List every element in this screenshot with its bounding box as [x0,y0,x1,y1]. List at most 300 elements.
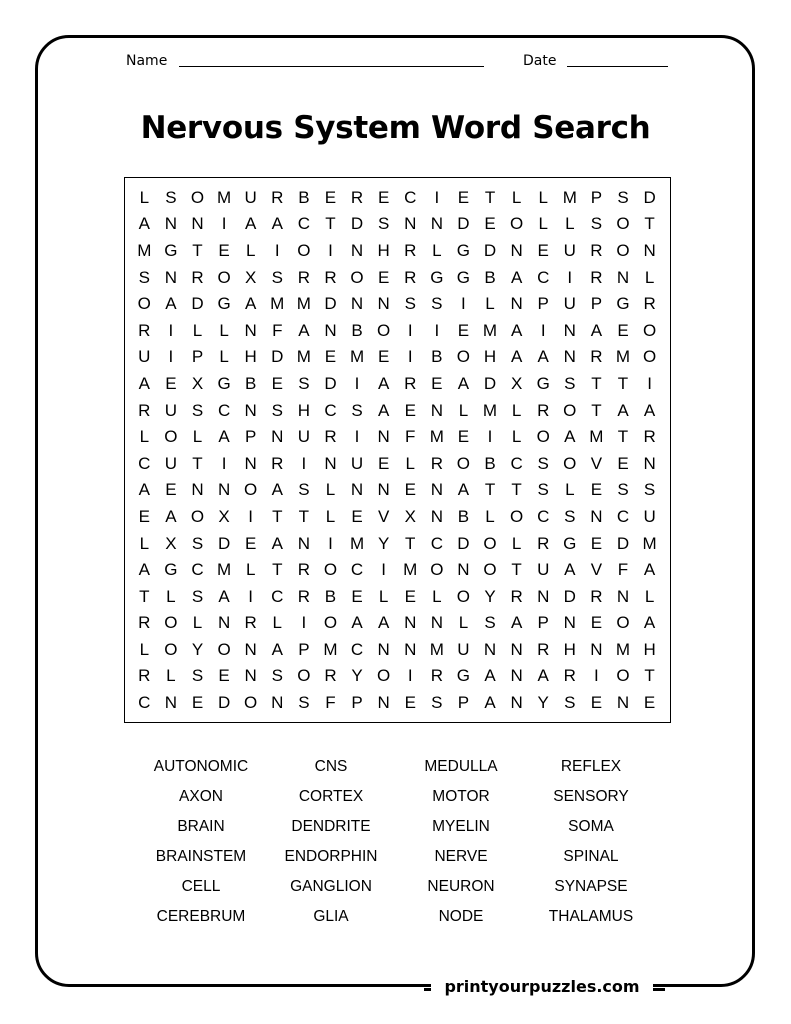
grid-letter[interactable]: T [617,373,629,393]
grid-letter[interactable]: V [377,506,390,526]
grid-letter[interactable]: I [221,453,227,473]
grid-letter[interactable]: O [244,480,258,500]
grid-letter[interactable]: O [563,400,577,420]
grid-letter[interactable]: N [510,693,523,713]
grid-letter[interactable]: A [377,400,390,420]
grid-letter[interactable]: O [297,666,311,686]
grid-letter[interactable]: R [430,453,443,473]
grid-letter[interactable]: L [325,506,336,526]
grid-letter[interactable]: B [298,187,310,207]
grid-letter[interactable]: N [324,320,337,340]
grid-letter[interactable]: N [590,639,603,659]
grid-letter[interactable]: G [456,666,471,686]
grid-letter[interactable]: U [164,453,178,473]
grid-letter[interactable]: M [482,320,498,340]
grid-letter[interactable]: G [217,373,231,393]
grid-letter[interactable]: G [456,240,471,260]
grid-letter[interactable]: R [590,347,603,367]
grid-letter[interactable]: G [616,294,630,314]
grid-letter[interactable]: C [217,400,231,420]
grid-letter[interactable]: L [139,533,150,553]
grid-letter[interactable]: G [536,373,550,393]
grid-letter[interactable]: H [244,347,257,367]
grid-letter[interactable]: A [537,347,549,367]
grid-letter[interactable]: O [297,240,311,260]
grid-letter[interactable]: T [644,666,655,686]
grid-letter[interactable]: M [216,560,232,580]
grid-letter[interactable]: N [244,320,257,340]
grid-letter[interactable]: O [456,347,471,367]
grid-letter[interactable]: R [590,240,603,260]
grid-letter[interactable]: A [510,267,523,287]
grid-letter[interactable]: L [245,560,256,580]
grid-letter[interactable]: N [404,613,417,633]
grid-letter[interactable]: I [328,240,333,260]
grid-letter[interactable]: A [643,400,656,420]
grid-letter[interactable]: F [617,560,629,580]
grid-letter[interactable]: R [404,267,417,287]
grid-letter[interactable]: S [537,453,549,473]
grid-letter[interactable]: O [616,240,630,260]
grid-letter[interactable]: D [643,187,656,207]
grid-letter[interactable]: T [511,560,522,580]
grid-letter[interactable]: O [350,267,364,287]
grid-letter[interactable]: S [564,693,576,713]
grid-letter[interactable]: A [271,214,283,234]
grid-letter[interactable]: A [245,214,257,234]
grid-letter[interactable]: E [457,427,470,447]
grid-letter[interactable]: L [644,586,655,606]
name-field[interactable] [179,66,484,67]
grid-letter[interactable]: N [377,427,390,447]
grid-letter[interactable]: A [218,427,230,447]
grid-letter[interactable]: C [350,639,364,659]
grid-letter[interactable]: E [590,533,603,553]
grid-letter[interactable]: E [643,693,656,713]
grid-letter[interactable]: A [617,400,629,420]
grid-letter[interactable]: M [270,294,285,314]
grid-letter[interactable]: N [430,400,443,420]
grid-letter[interactable]: U [563,294,576,314]
grid-letter[interactable]: L [644,267,655,287]
grid-letter[interactable]: I [301,613,307,633]
grid-letter[interactable]: T [325,214,336,234]
grid-letter[interactable]: S [165,187,177,207]
grid-letter[interactable]: S [271,400,283,420]
grid-letter[interactable]: N [244,639,257,659]
grid-letter[interactable]: L [325,480,336,500]
grid-letter[interactable]: D [324,294,337,314]
grid-letter[interactable]: M [323,639,338,659]
grid-letter[interactable]: N [510,666,523,686]
grid-letter[interactable]: C [537,506,550,526]
grid-letter[interactable]: I [168,347,174,367]
grid-letter[interactable]: E [138,506,150,526]
grid-letter[interactable]: T [139,586,150,606]
grid-letter[interactable]: R [138,400,151,420]
grid-letter[interactable]: O [377,320,391,340]
grid-letter[interactable]: H [297,400,310,420]
grid-letter[interactable]: T [272,506,283,526]
grid-letter[interactable]: L [405,453,415,473]
grid-letter[interactable]: I [487,427,493,447]
grid-letter[interactable]: I [594,666,599,686]
grid-letter[interactable]: A [165,294,177,314]
grid-letter[interactable]: O [616,666,630,686]
grid-letter[interactable]: N [244,400,257,420]
grid-letter[interactable]: E [457,320,470,340]
grid-letter[interactable]: L [432,586,442,606]
grid-letter[interactable]: S [590,214,603,234]
grid-letter[interactable]: C [537,267,550,287]
grid-letter[interactable]: I [248,506,254,526]
grid-letter[interactable]: S [431,693,443,713]
grid-letter[interactable]: I [168,320,174,340]
grid-letter[interactable]: I [221,214,227,234]
grid-letter[interactable]: R [244,613,257,633]
grid-letter[interactable]: R [643,294,656,314]
grid-letter[interactable]: A [298,320,310,340]
grid-letter[interactable]: M [137,240,152,260]
grid-letter[interactable]: C [616,506,630,526]
grid-letter[interactable]: N [350,294,364,314]
grid-letter[interactable]: U [563,240,576,260]
grid-letter[interactable]: A [510,613,523,633]
grid-letter[interactable]: A [271,533,283,553]
grid-letter[interactable]: R [590,267,603,287]
grid-letter[interactable]: M [562,187,577,207]
grid-letter[interactable]: N [404,214,417,234]
grid-letter[interactable]: M [349,347,365,367]
grid-letter[interactable]: R [430,666,443,686]
grid-letter[interactable]: A [351,613,363,633]
grid-letter[interactable]: R [404,240,417,260]
grid-letter[interactable]: L [139,639,150,659]
grid-letter[interactable]: U [138,347,151,367]
grid-letter[interactable]: C [297,214,310,234]
grid-letter[interactable]: E [377,267,390,287]
grid-letter[interactable]: B [484,453,496,473]
grid-letter[interactable]: T [484,187,496,207]
grid-letter[interactable]: S [617,187,629,207]
grid-letter[interactable]: L [432,240,442,260]
grid-letter[interactable]: S [537,480,549,500]
grid-letter[interactable]: A [457,373,470,393]
grid-letter[interactable]: R [271,187,284,207]
grid-letter[interactable]: P [590,187,603,207]
grid-letter[interactable]: O [217,267,231,287]
grid-letter[interactable]: M [296,347,311,367]
grid-letter[interactable]: N [377,639,390,659]
grid-letter[interactable]: G [430,267,444,287]
grid-letter[interactable]: V [590,453,603,473]
grid-letter[interactable]: N [244,453,257,473]
grid-letter[interactable]: R [297,267,310,287]
grid-letter[interactable]: E [218,240,230,260]
grid-letter[interactable]: X [404,506,416,526]
grid-letter[interactable]: N [164,693,178,713]
grid-letter[interactable]: N [563,347,576,367]
grid-letter[interactable]: Y [351,666,363,686]
grid-letter[interactable]: P [537,294,549,314]
grid-letter[interactable]: O [616,214,630,234]
grid-letter[interactable]: L [458,613,469,633]
grid-letter[interactable]: A [138,214,150,234]
grid-letter[interactable]: B [351,320,363,340]
grid-letter[interactable]: O [244,693,258,713]
grid-letter[interactable]: S [298,480,310,500]
grid-letter[interactable]: A [218,586,230,606]
grid-letter[interactable]: U [297,427,310,447]
grid-letter[interactable]: N [643,240,656,260]
grid-letter[interactable]: A [643,560,656,580]
grid-letter[interactable]: E [590,480,603,500]
grid-letter[interactable]: U [643,506,656,526]
grid-letter[interactable]: O [164,427,178,447]
grid-letter[interactable]: S [377,214,390,234]
grid-letter[interactable]: B [245,373,257,393]
grid-letter[interactable]: D [324,373,337,393]
grid-letter[interactable]: T [511,480,522,500]
grid-letter[interactable]: F [405,427,416,447]
grid-letter[interactable]: I [647,373,652,393]
grid-letter[interactable]: O [456,586,471,606]
grid-letter[interactable]: F [325,693,336,713]
grid-letter[interactable]: H [643,639,656,659]
grid-letter[interactable]: A [271,480,283,500]
grid-letter[interactable]: T [617,427,629,447]
grid-letter[interactable]: N [430,506,443,526]
grid-letter[interactable]: C [430,533,443,553]
grid-letter[interactable]: P [537,613,549,633]
grid-letter[interactable]: E [191,693,204,713]
grid-letter[interactable]: L [511,427,522,447]
grid-letter[interactable]: D [483,240,497,260]
grid-letter[interactable]: M [642,533,657,553]
grid-letter[interactable]: T [192,240,203,260]
grid-letter[interactable]: O [642,320,657,340]
grid-letter[interactable]: X [245,267,257,287]
grid-letter[interactable]: E [377,347,390,367]
grid-letter[interactable]: N [510,639,523,659]
grid-letter[interactable]: N [616,693,630,713]
grid-letter[interactable]: R [590,586,603,606]
grid-letter[interactable]: A [590,320,603,340]
grid-letter[interactable]: E [404,480,416,500]
grid-letter[interactable]: T [591,400,602,420]
grid-letter[interactable]: E [218,666,230,686]
grid-letter[interactable]: A [377,613,390,633]
grid-letter[interactable]: O [217,639,231,659]
grid-letter[interactable]: S [298,373,310,393]
grid-letter[interactable]: R [324,666,337,686]
grid-letter[interactable]: Y [377,533,390,553]
grid-letter[interactable]: E [590,613,603,633]
grid-letter[interactable]: N [377,480,390,500]
grid-letter[interactable]: X [510,373,523,393]
grid-letter[interactable]: R [537,533,550,553]
grid-letter[interactable]: N [244,666,257,686]
grid-letter[interactable]: L [538,187,548,207]
grid-letter[interactable]: G [456,267,471,287]
grid-letter[interactable]: L [166,586,176,606]
grid-letter[interactable]: T [192,453,203,473]
grid-letter[interactable]: H [483,347,497,367]
grid-letter[interactable]: N [217,480,231,500]
grid-letter[interactable]: I [354,427,360,447]
grid-letter[interactable]: I [407,347,413,367]
grid-letter[interactable]: O [509,214,524,234]
grid-letter[interactable]: D [350,214,364,234]
grid-letter[interactable]: N [510,240,523,260]
grid-letter[interactable]: Y [484,586,496,606]
grid-letter[interactable]: B [457,506,470,526]
grid-letter[interactable]: N [404,639,417,659]
grid-letter[interactable]: E [324,347,337,367]
grid-letter[interactable]: I [301,453,307,473]
grid-letter[interactable]: N [457,560,470,580]
grid-letter[interactable]: E [245,533,257,553]
grid-letter[interactable]: R [324,267,337,287]
grid-letter[interactable]: O [323,613,338,633]
grid-letter[interactable]: N [563,320,576,340]
grid-letter[interactable]: P [351,693,363,713]
grid-letter[interactable]: N [643,453,656,473]
grid-letter[interactable]: S [484,613,496,633]
grid-letter[interactable]: R [350,187,364,207]
grid-letter[interactable]: P [298,639,310,659]
grid-letter[interactable]: L [485,506,495,526]
grid-letter[interactable]: O [616,613,630,633]
date-field[interactable] [567,66,668,67]
grid-letter[interactable]: P [191,347,204,367]
grid-letter[interactable]: G [164,240,178,260]
grid-letter[interactable]: N [510,294,523,314]
grid-letter[interactable]: M [429,427,444,447]
grid-letter[interactable]: R [324,427,337,447]
grid-letter[interactable]: E [590,693,603,713]
grid-letter[interactable]: A [510,347,523,367]
grid-letter[interactable]: B [484,267,496,287]
grid-letter[interactable]: N [590,506,603,526]
grid-letter[interactable]: Y [191,639,204,659]
grid-letter[interactable]: L [219,347,229,367]
grid-letter[interactable]: S [564,506,576,526]
grid-letter[interactable]: M [216,187,232,207]
grid-letter[interactable]: S [643,480,656,500]
grid-letter[interactable]: S [271,267,283,287]
grid-letter[interactable]: N [377,294,390,314]
grid-letter[interactable]: N [537,586,550,606]
grid-letter[interactable]: U [164,400,178,420]
grid-letter[interactable]: F [272,320,283,340]
grid-letter[interactable]: T [644,214,655,234]
grid-letter[interactable]: R [191,267,204,287]
grid-letter[interactable]: G [217,294,231,314]
grid-letter[interactable]: O [377,666,391,686]
grid-letter[interactable]: A [564,560,576,580]
grid-letter[interactable]: U [537,560,550,580]
grid-letter[interactable]: L [565,480,575,500]
grid-letter[interactable]: R [297,586,310,606]
grid-letter[interactable]: T [405,533,416,553]
grid-letter[interactable]: L [511,533,522,553]
grid-letter[interactable]: N [616,267,630,287]
grid-letter[interactable]: P [245,427,257,447]
grid-letter[interactable]: L [378,586,389,606]
grid-letter[interactable]: C [138,453,151,473]
grid-letter[interactable]: N [563,613,576,633]
grid-letter[interactable]: C [191,560,204,580]
grid-letter[interactable]: I [381,560,386,580]
grid-letter[interactable]: C [350,560,364,580]
grid-letter[interactable]: S [191,586,204,606]
grid-letter[interactable]: R [271,453,284,473]
grid-letter[interactable]: M [482,400,498,420]
grid-letter[interactable]: S [271,666,283,686]
grid-letter[interactable]: A [484,693,496,713]
grid-letter[interactable]: O [509,506,524,526]
grid-letter[interactable]: E [617,453,629,473]
grid-letter[interactable]: A [564,427,576,447]
grid-letter[interactable]: I [407,666,413,686]
grid-letter[interactable]: N [164,214,178,234]
grid-letter[interactable]: O [190,506,205,526]
grid-letter[interactable]: I [567,267,573,287]
grid-letter[interactable]: T [484,480,496,500]
grid-letter[interactable]: R [297,560,310,580]
grid-letter[interactable]: N [191,214,204,234]
grid-letter[interactable]: R [138,320,151,340]
grid-letter[interactable]: O [483,533,497,553]
grid-letter[interactable]: X [191,373,204,393]
grid-letter[interactable]: G [164,560,178,580]
grid-letter[interactable]: G [563,533,577,553]
grid-letter[interactable]: U [350,453,364,473]
grid-letter[interactable]: D [457,533,470,553]
grid-letter[interactable]: S [617,480,629,500]
grid-letter[interactable]: I [328,533,333,553]
grid-letter[interactable]: S [191,666,204,686]
grid-letter[interactable]: O [642,347,657,367]
grid-letter[interactable]: R [404,373,417,393]
grid-letter[interactable]: C [404,187,417,207]
grid-letter[interactable]: I [274,240,280,260]
grid-letter[interactable]: R [643,427,656,447]
grid-letter[interactable]: N [350,240,364,260]
grid-letter[interactable]: L [565,214,575,234]
grid-letter[interactable]: S [191,400,204,420]
grid-letter[interactable]: H [563,639,576,659]
grid-letter[interactable]: E [617,320,629,340]
grid-letter[interactable]: L [511,187,522,207]
grid-letter[interactable]: D [271,347,284,367]
grid-letter[interactable]: L [511,400,522,420]
grid-letter[interactable]: O [164,613,178,633]
grid-letter[interactable]: B [324,586,337,606]
grid-letter[interactable]: C [510,453,523,473]
grid-letter[interactable]: O [536,427,550,447]
grid-letter[interactable]: M [429,639,444,659]
grid-letter[interactable]: A [271,639,283,659]
grid-letter[interactable]: S [564,373,576,393]
grid-letter[interactable]: E [457,187,470,207]
grid-letter[interactable]: A [377,373,390,393]
grid-letter[interactable]: L [538,214,548,234]
grid-letter[interactable]: D [563,586,576,606]
grid-letter[interactable]: A [484,666,496,686]
grid-letter[interactable]: N [430,214,443,234]
